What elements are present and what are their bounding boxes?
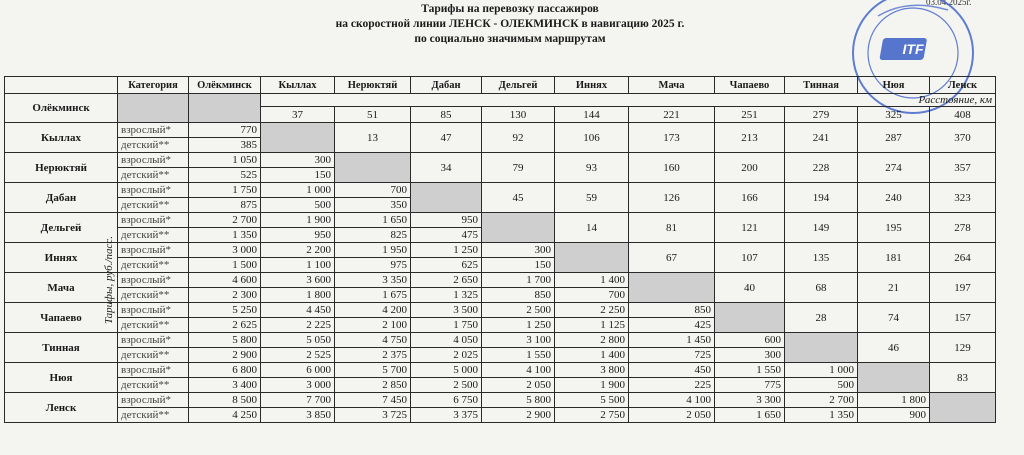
table-row [5,213,996,228]
fare-cell: 3 725 [335,408,411,423]
distance-cell: 200 [715,153,785,183]
row-name: Ленск [5,393,118,423]
distance-cell: 126 [629,183,715,213]
fare-cell: 1 675 [335,288,411,303]
fare-cell: 2 900 [482,408,555,423]
fare-cell: 3 800 [555,363,629,378]
table-row [5,183,996,198]
fare-cell: 525 [189,168,261,183]
fare-cell: 2 700 [785,393,858,408]
distance-cell: 83 [930,363,996,393]
category-cell [118,94,189,123]
distance-cell: 14 [555,213,629,243]
fare-cell: 4 200 [335,303,411,318]
fare-cell: 725 [629,348,715,363]
fare-cell: 5 250 [189,303,261,318]
fare-cell: 2 800 [555,333,629,348]
column-header: Дабан [411,77,482,94]
fare-cell: 2 700 [189,213,261,228]
distance-cell: 166 [715,183,785,213]
fare-cell: 5 050 [261,333,335,348]
distance-cell: 274 [858,153,930,183]
fare-cell: 850 [629,303,715,318]
category-adult: взрослый* [118,333,189,348]
fare-cell: 825 [335,228,411,243]
fare-cell: 300 [482,243,555,258]
fare-cell: 850 [482,288,555,303]
row-name: Дабан [5,183,118,213]
fare-cell: 1 550 [715,363,785,378]
fare-cell: 1 650 [335,213,411,228]
diagonal-cell [930,393,996,423]
fare-cell: 2 500 [411,378,482,393]
category-child: детский** [118,198,189,213]
distance-cell: 279 [785,107,858,123]
fare-cell: 500 [785,378,858,393]
fare-cell: 2 375 [335,348,411,363]
distance-cell: 144 [555,107,629,123]
fare-cell: 700 [555,288,629,303]
category-child: детский** [118,288,189,303]
fare-cell: 4 100 [482,363,555,378]
table-row [5,378,996,393]
column-header: Нерюктяй [335,77,411,94]
fare-cell: 3 000 [189,243,261,258]
distance-cell: 278 [930,213,996,243]
diagonal-cell [335,153,411,183]
fare-cell: 950 [261,228,335,243]
category-child: детский** [118,318,189,333]
fare-cell: 1 700 [482,273,555,288]
column-header: Мача [629,77,715,94]
category-adult: взрослый* [118,123,189,138]
fare-cell: 1 750 [411,318,482,333]
table-row [5,94,996,107]
fare-cell: 975 [335,258,411,273]
fare-cell: 2 300 [189,288,261,303]
fare-cell: 2 025 [411,348,482,363]
fare-cell: 475 [411,228,482,243]
fare-cell: 450 [629,363,715,378]
fare-cell: 4 050 [411,333,482,348]
distance-cell: 323 [930,183,996,213]
row-name: Мача [5,273,118,303]
category-adult: взрослый* [118,153,189,168]
distance-cell: 149 [785,213,858,243]
fare-cell: 600 [715,333,785,348]
fare-cell: 3 350 [335,273,411,288]
title-line-2: на скоростной линии ЛЕНСК - ОЛЕКМИНСК в навигацию 2025 г. [335,18,685,30]
fare-cell: 1 050 [189,153,261,168]
row-name: Кыллах [5,123,118,153]
distance-cell: 74 [858,303,930,333]
distance-cell: 68 [785,273,858,303]
fare-cell: 3 100 [482,333,555,348]
fare-cell: 4 750 [335,333,411,348]
distance-cell: 408 [930,107,996,123]
row-name: Тинная [5,333,118,363]
fare-cell: 700 [335,183,411,198]
row-name: Дельгей [5,213,118,243]
fare-cell: 900 [858,408,930,423]
distance-cell: 197 [930,273,996,303]
diagonal-cell [482,213,555,243]
column-header: Дельгей [482,77,555,94]
table-header-row [5,77,996,94]
distance-cell: 59 [555,183,629,213]
category-header: Категория [118,77,189,94]
distance-label: Расстояние, км [261,94,996,107]
distance-cell: 51 [335,107,411,123]
category-child: детский** [118,168,189,183]
distance-cell: 213 [715,123,785,153]
fare-cell: 5 800 [482,393,555,408]
table-row [5,123,996,138]
distance-cell: 67 [629,243,715,273]
fare-cell: 2 900 [189,348,261,363]
distance-cell: 93 [555,153,629,183]
fare-cell: 7 700 [261,393,335,408]
fare-cell: 950 [411,213,482,228]
distance-cell: 251 [715,107,785,123]
table-row [5,243,996,258]
stamp-logo: ITF [902,41,924,57]
tariff-axis-label [102,225,116,335]
fare-cell: 1 900 [555,378,629,393]
fare-cell: 3 300 [715,393,785,408]
distance-cell: 45 [482,183,555,213]
fare-cell: 5 000 [411,363,482,378]
distance-cell: 129 [930,333,996,363]
fare-cell: 6 800 [189,363,261,378]
tariff-axis-text: Тарифы, руб./пасс. [103,235,115,325]
table-row [5,363,996,378]
distance-cell: 106 [555,123,629,153]
category-child: детский** [118,258,189,273]
distance-cell: 370 [930,123,996,153]
category-adult: взрослый* [118,393,189,408]
document-date: 03.04.2025г. [926,0,972,7]
fare-cell: 1 100 [261,258,335,273]
distance-cell: 221 [629,107,715,123]
distance-cell: 28 [785,303,858,333]
fare-cell: 1 000 [261,183,335,198]
fare-cell: 1 950 [335,243,411,258]
fare-cell: 875 [189,198,261,213]
fare-cell: 7 450 [335,393,411,408]
fare-cell: 300 [261,153,335,168]
fare-cell: 1 250 [411,243,482,258]
fare-cell: 1 250 [482,318,555,333]
title-line-3: по социально значимым маршрутам [414,33,606,45]
table-row [5,303,996,318]
fare-cell: 500 [261,198,335,213]
fare-cell: 770 [189,123,261,138]
distance-cell: 181 [858,243,930,273]
title-line-1: Тарифы на перевозку пассажиров [421,3,599,15]
column-header: Чапаево [715,77,785,94]
fare-cell: 3 850 [261,408,335,423]
distance-cell: 157 [930,303,996,333]
distance-cell: 241 [785,123,858,153]
fare-cell: 2 050 [629,408,715,423]
category-child: детский** [118,228,189,243]
distance-cell: 194 [785,183,858,213]
distance-cell: 135 [785,243,858,273]
fare-cell: 2 200 [261,243,335,258]
distance-cell: 34 [411,153,482,183]
fare-cell: 2 100 [335,318,411,333]
corner-cell [5,77,118,94]
table-row [5,333,996,348]
fare-cell: 225 [629,378,715,393]
distance-cell: 357 [930,153,996,183]
diagonal-cell [411,183,482,213]
fare-cell: 1 325 [411,288,482,303]
fare-cell: 2 650 [411,273,482,288]
origin-cell [189,94,261,123]
diagonal-cell [555,243,629,273]
fare-cell: 300 [715,348,785,363]
column-header: Олёкминск [189,77,261,94]
diagonal-cell [715,303,785,333]
diagonal-cell [629,273,715,303]
category-adult: взрослый* [118,273,189,288]
column-header: Тинная [785,77,858,94]
fare-cell: 1 800 [858,393,930,408]
fare-cell: 1 350 [785,408,858,423]
row-name: Иннях [5,243,118,273]
distance-cell: 92 [482,123,555,153]
fare-cell: 1 800 [261,288,335,303]
fare-cell: 1 750 [189,183,261,198]
distance-cell: 228 [785,153,858,183]
fare-cell: 385 [189,138,261,153]
fare-cell: 2 500 [482,303,555,318]
fare-cell: 350 [335,198,411,213]
fare-cell: 2 850 [335,378,411,393]
row-name: Нюя [5,363,118,393]
fare-cell: 3 600 [261,273,335,288]
category-child: детский** [118,348,189,363]
fare-cell: 1 500 [189,258,261,273]
distance-cell: 195 [858,213,930,243]
fare-cell: 2 750 [555,408,629,423]
diagonal-cell [858,363,930,393]
table-row [5,153,996,168]
distance-cell: 240 [858,183,930,213]
fare-cell: 1 400 [555,348,629,363]
distance-cell: 160 [629,153,715,183]
fare-cell: 3 400 [189,378,261,393]
fare-cell: 775 [715,378,785,393]
column-header: Нюя [858,77,930,94]
distance-cell: 37 [261,107,335,123]
fare-cell: 1 400 [555,273,629,288]
column-header: Иннях [555,77,629,94]
distance-cell: 85 [411,107,482,123]
document-title [320,2,700,47]
fare-cell: 2 050 [482,378,555,393]
fare-cell: 3 375 [411,408,482,423]
diagonal-cell [261,123,335,153]
distance-cell: 13 [335,123,411,153]
fare-cell: 2 525 [261,348,335,363]
category-child: детский** [118,378,189,393]
fare-cell: 3 000 [261,378,335,393]
fare-cell: 1 900 [261,213,335,228]
row-name: Чапаево [5,303,118,333]
fare-cell: 1 450 [629,333,715,348]
table-row [5,408,996,423]
distance-cell: 107 [715,243,785,273]
distance-cell: 46 [858,333,930,363]
fare-cell: 1 000 [785,363,858,378]
fare-cell: 8 500 [189,393,261,408]
fare-cell: 2 625 [189,318,261,333]
fare-cell: 1 550 [482,348,555,363]
category-adult: взрослый* [118,303,189,318]
category-adult: взрослый* [118,363,189,378]
fare-cell: 6 000 [261,363,335,378]
fare-cell: 6 750 [411,393,482,408]
distance-cell: 173 [629,123,715,153]
fare-cell: 1 350 [189,228,261,243]
distance-cell: 40 [715,273,785,303]
fare-cell: 150 [261,168,335,183]
fare-cell: 1 125 [555,318,629,333]
row-name: Нерюктяй [5,153,118,183]
distance-cell: 47 [411,123,482,153]
fare-cell: 5 500 [555,393,629,408]
fare-cell: 2 225 [261,318,335,333]
row-name: Олёкминск [5,94,118,123]
category-adult: взрослый* [118,213,189,228]
category-child: детский** [118,408,189,423]
fare-cell: 4 100 [629,393,715,408]
fare-cell: 4 450 [261,303,335,318]
fare-cell: 4 600 [189,273,261,288]
fare-cell: 3 500 [411,303,482,318]
distance-cell: 325 [858,107,930,123]
category-adult: взрослый* [118,243,189,258]
distance-cell: 130 [482,107,555,123]
fare-cell: 425 [629,318,715,333]
table-row [5,273,996,288]
column-header: Кыллах [261,77,335,94]
fare-cell: 5 800 [189,333,261,348]
fare-cell: 2 250 [555,303,629,318]
distance-cell: 264 [930,243,996,273]
fare-cell: 4 250 [189,408,261,423]
fare-cell: 625 [411,258,482,273]
tariff-table [4,76,996,423]
distance-cell: 79 [482,153,555,183]
distance-cell: 287 [858,123,930,153]
fare-cell: 1 650 [715,408,785,423]
column-header: Ленск [930,77,996,94]
table-row [5,393,996,408]
fare-cell: 150 [482,258,555,273]
fare-cell: 5 700 [335,363,411,378]
category-adult: взрослый* [118,183,189,198]
distance-cell: 81 [629,213,715,243]
distance-cell: 121 [715,213,785,243]
distance-cell: 21 [858,273,930,303]
category-child: детский** [118,138,189,153]
diagonal-cell [785,333,858,363]
